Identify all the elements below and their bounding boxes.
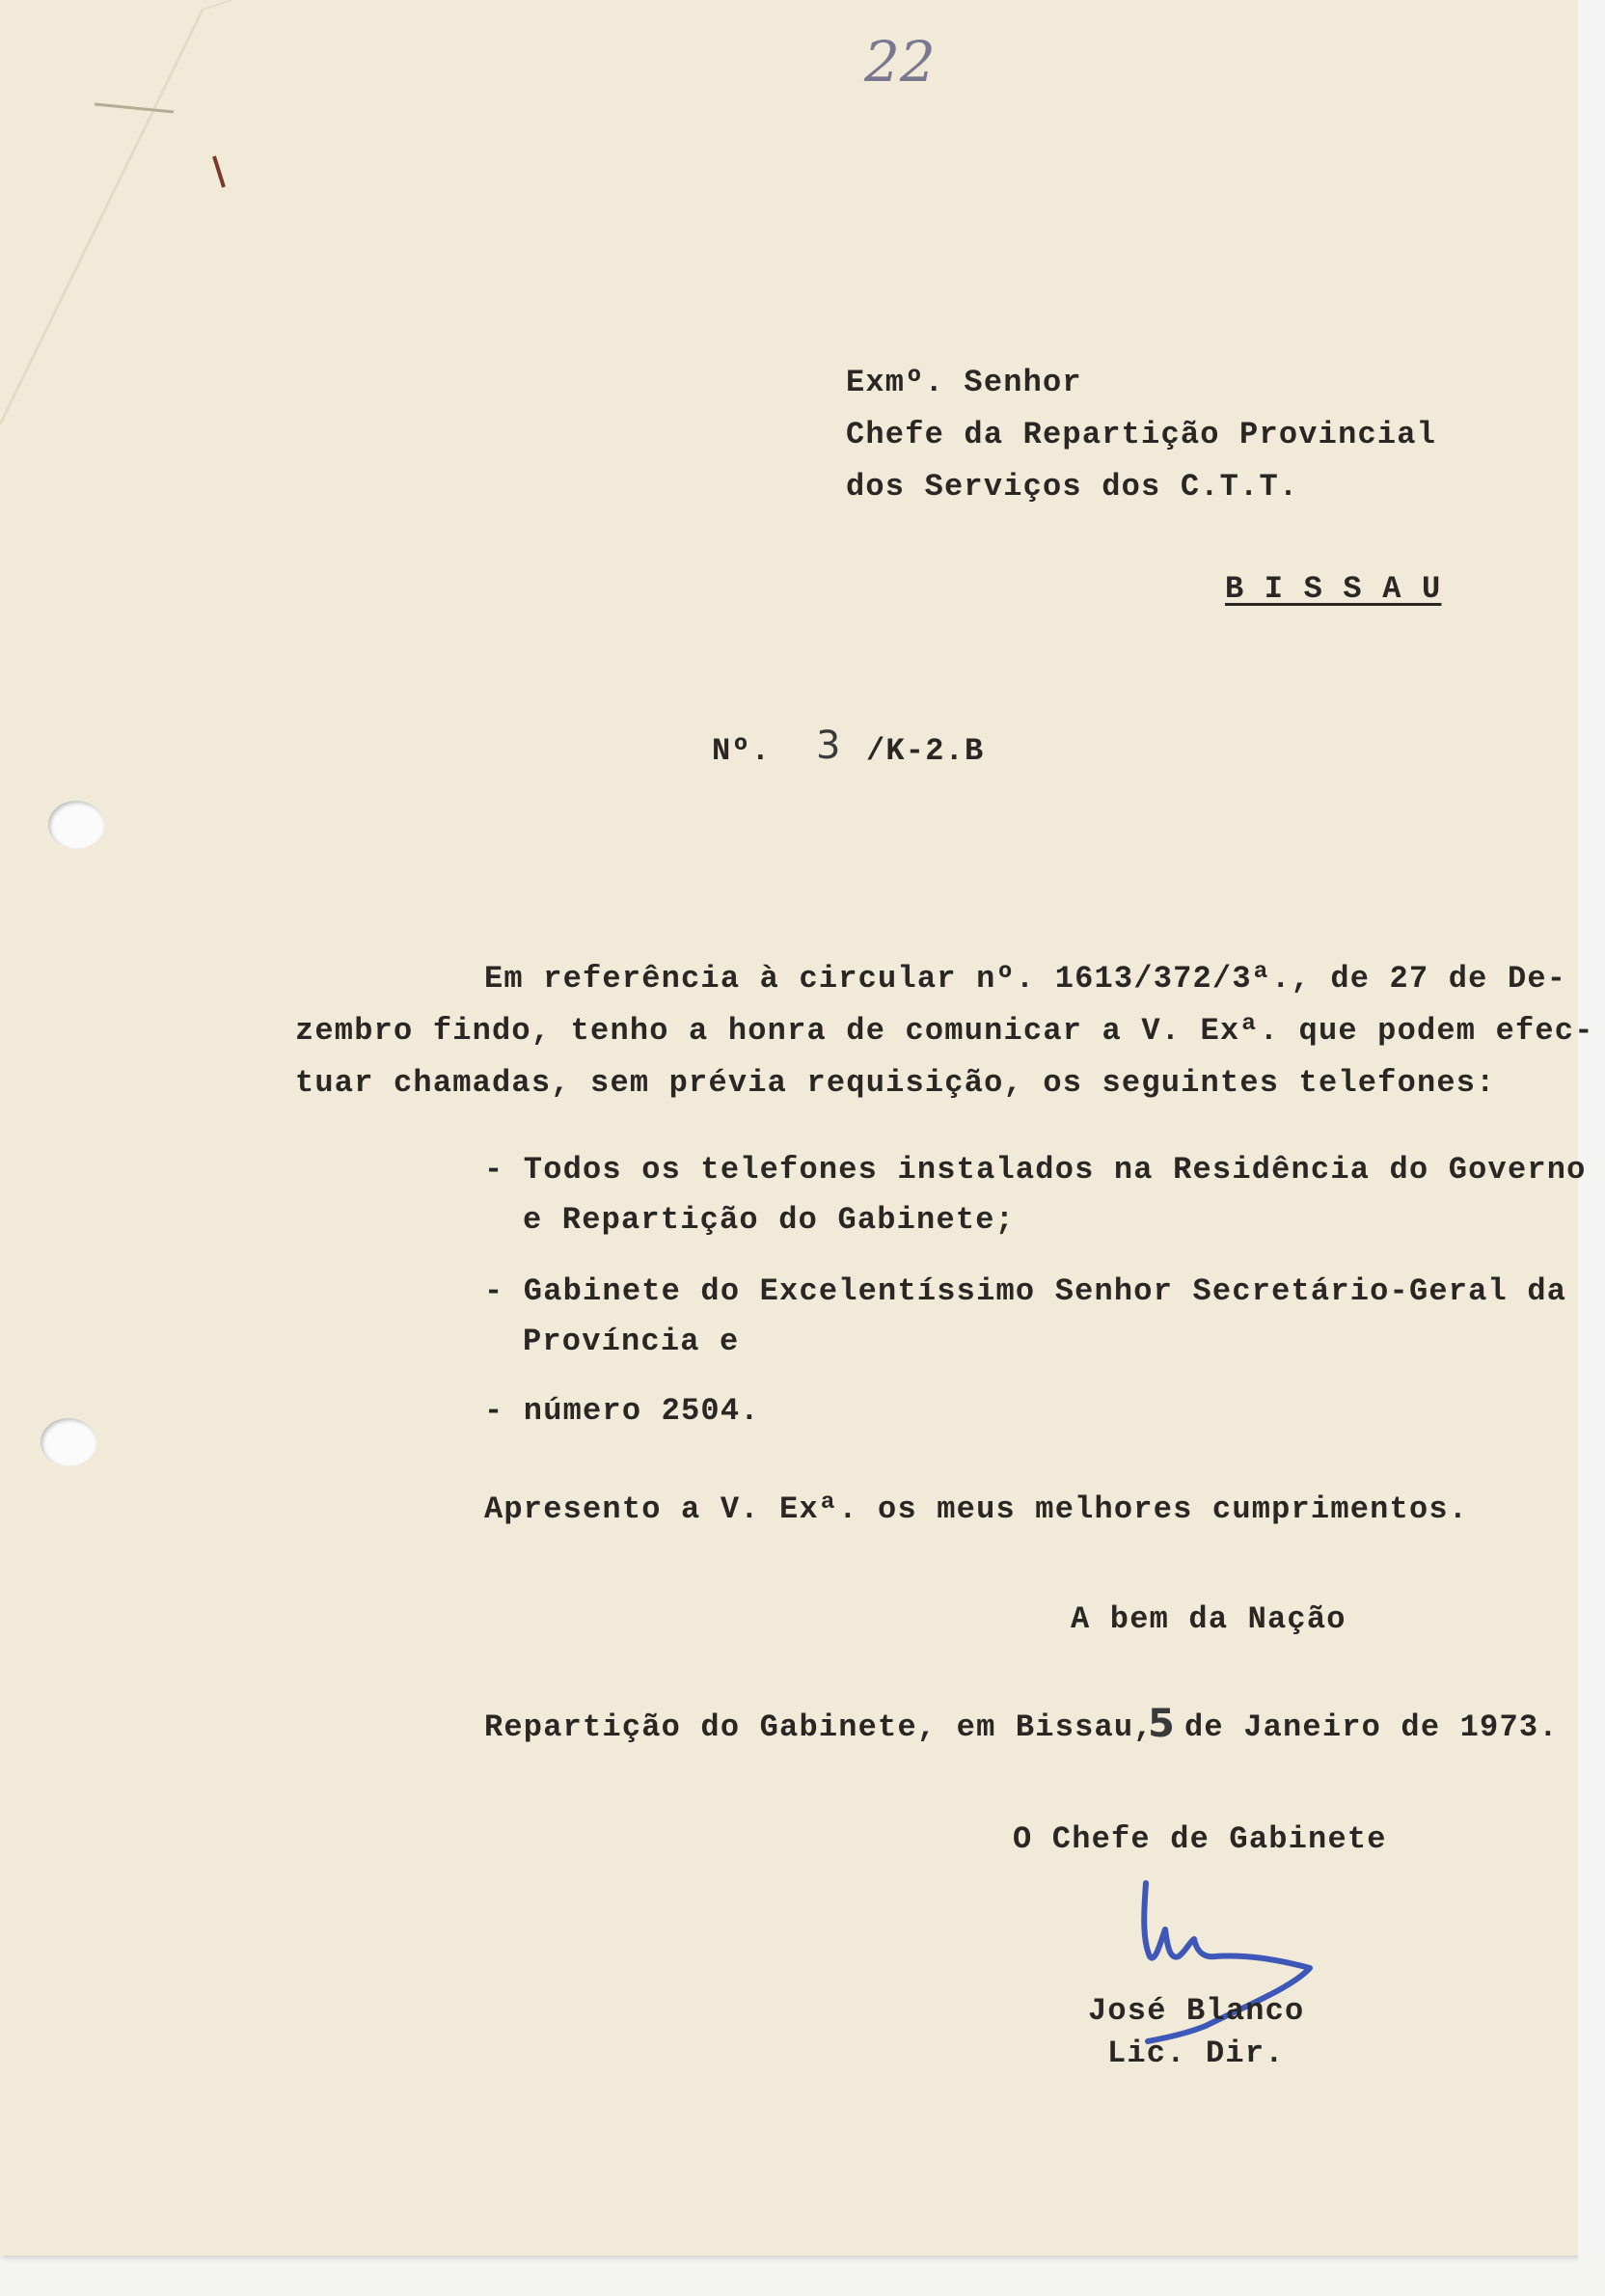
list-item-1-line-1: - Todos os telefones instalados na Residência do Governo (484, 1152, 1587, 1188)
addressee-line-3: dos Serviços dos C.T.T. (846, 469, 1299, 505)
list-item-3: - número 2504. (484, 1393, 760, 1429)
reference-suffix: /K-2.B (866, 733, 985, 769)
body-paragraph-line-1: Em referência à circular nº. 1613/372/3ª., de 27 de De- (484, 961, 1567, 997)
list-item-2-line-2: Província e (523, 1324, 740, 1359)
list-item-2-line-1: - Gabinete do Excelentíssimo Senhor Secretário-Geral da (484, 1273, 1567, 1309)
addressee-line-1: Exmº. Senhor (846, 365, 1082, 400)
punch-hole-top (48, 801, 104, 849)
body-paragraph-line-3: tuar chamadas, sem prévia requisição, os seguintes telefones: (295, 1065, 1496, 1101)
signatory-degree: Lic. Dir. (1107, 2036, 1285, 2071)
addressee-city: B I S S A U (1225, 571, 1442, 607)
signature-title: O Chefe de Gabinete (1013, 1821, 1387, 1857)
signatory-name: José Blanco (1088, 1993, 1305, 2029)
body-paragraph-line-2: zembro findo, tenho a honra de comunicar a V. Exª. que podem efec- (295, 1013, 1594, 1049)
page-number-handwritten: 22 (864, 29, 936, 95)
list-item-1-line-2: e Repartição do Gabinete; (523, 1202, 1016, 1238)
place-date-after-day: de Janeiro de 1973. (1184, 1709, 1559, 1745)
place-date-before-day: Repartição do Gabinete, em Bissau, (484, 1709, 1154, 1745)
salutation: A bem da Nação (1071, 1601, 1347, 1637)
closing-sentence: Apresento a V. Exª. os meus melhores cumprimentos. (484, 1491, 1469, 1527)
punch-hole-bottom (41, 1418, 96, 1466)
reference-number: 3 (816, 724, 841, 768)
place-date-day-handwritten: 5 (1148, 1702, 1175, 1746)
reference-prefix: Nº. (712, 733, 772, 769)
addressee-line-2: Chefe da Repartição Provincial (846, 417, 1437, 452)
